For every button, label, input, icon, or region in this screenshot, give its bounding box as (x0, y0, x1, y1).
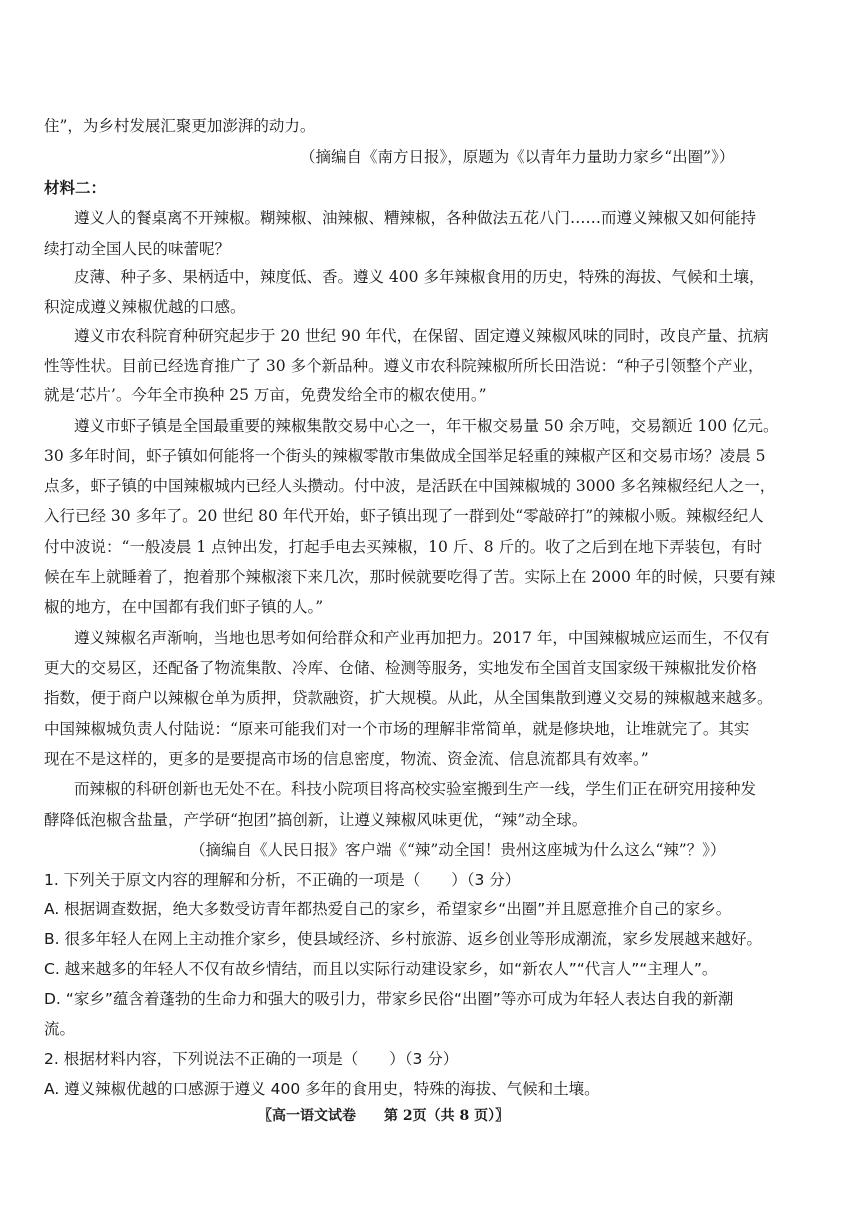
text-line: 30 多年时间，虾子镇如何能将一个街头的辣椒零散市集做成全国举足轻重的辣椒产区和交易市场？凌晨 5 (44, 447, 766, 465)
text-line: 入行已经 30 多年了。20 世纪 80 年代开始，虾子镇出现了一群到处“零敲碎打”的辣椒小贩。辣椒经纪人 (44, 507, 764, 525)
source-citation: （摘编自《人民日报》客户端《“辣”动全国！贵州这座城为什么这么“辣”？》） (190, 841, 726, 859)
option-c: C. 越来越多的年轻人不仅有故乡情结，而且以实际行动建设家乡，如“新农人”“代言人”“主理人”。 (44, 960, 718, 978)
text-line: 酵降低泡椒含盐量，产学研“抱团”搞创新，让遵义辣椒风味更优，“辣”动全球。 (44, 811, 588, 829)
option-d: D. “家乡”蕴含着蓬勃的生命力和强大的吸引力，带家乡民俗“出圈”等亦可成为年轻人表达自我的新潮 (44, 990, 734, 1008)
option-a: A. 根据调查数据，绝大多数受访青年都热爱自己的家乡，希望家乡“出圈”并且愿意推介自己的家乡。 (44, 900, 732, 918)
option-d-continued: 流。 (44, 1020, 76, 1038)
text-line: 遵义人的餐桌离不开辣椒。糊辣椒、油辣椒、糟辣椒，各种做法五花八门……而遵义辣椒又如何能持 (74, 209, 757, 227)
text-line: 住”，为乡村发展汇聚更加澎湃的动力。 (44, 117, 316, 135)
text-line: 椒的地方，在中国都有我们虾子镇的人。” (44, 598, 324, 616)
text-line: 更大的交易区，还配备了物流集散、冷库、仓储、检测等服务，实地发布全国首支国家级干辣椒批发价格 (44, 659, 758, 677)
text-line: 而辣椒的科研创新也无处不在。科技小院项目将高校实验室搬到生产一线，学生们正在研究用接种发 (74, 780, 757, 798)
source-citation: （摘编自《南方日报》，原题为《以青年力量助力家乡“出圈”》） (300, 148, 735, 166)
text-line: 续打动全国人民的味蕾呢？ (44, 240, 231, 258)
option-b: B. 很多年轻人在网上主动推介家乡，使县域经济、乡村旅游、返乡创业等形成潮流，家乡发展越来越好。 (44, 930, 762, 948)
text-line: 指数，便于商户以辣椒仓单为质押，贷款融资，扩大规模。从此，从全国集散到遵义交易的辣椒越来越多。 (44, 689, 773, 707)
text-line: 遵义市农科院育种研究起步于 20 世纪 90 年代，在保留、固定遵义辣椒风味的同时，改良产量、抗病 (74, 327, 769, 345)
question-2: 2. 根据材料内容，下列说法不正确的一项是（ ）（3 分） (44, 1050, 459, 1068)
text-line: 中国辣椒城负责人付陆说：“原来可能我们对一个市场的理解非常简单，就是修块地，让堆就完了。其实 (44, 720, 750, 738)
text-line: 付中波说：“一般凌晨 1 点钟出发，打起手电去买辣椒，10 斤、8 斤的。收了之后到在地下弄装包，有时 (44, 538, 763, 556)
text-line: 遵义辣椒名声渐响，当地也思考如何给群众和产业再加把力。2017 年，中国辣椒城应运而生，不仅有 (74, 629, 770, 647)
text-line: 积淀成遵义辣椒优越的口感。 (44, 298, 246, 316)
text-line: 候在车上就睡着了，抱着那个辣椒滚下来几次，那时候就要吃得了苦。实际上在 2000 年的时候，只要有辣 (44, 568, 776, 586)
section-heading: 材料二： (44, 178, 107, 197)
text-line: 遵义市虾子镇是全国最重要的辣椒集散交易中心之一，年干椒交易量 50 余万吨，交易额近 100 亿元。 (74, 417, 779, 435)
option-a: A. 遵义辣椒优越的口感源于遵义 400 多年的食用史，特殊的海拔、气候和土壤。 (44, 1080, 600, 1098)
page-footer: 〖高一语文试卷 第 2页（共 8 页）〗 (258, 1108, 510, 1124)
text-line: 现在不是这样的，更多的是要提高市场的信息密度，物流、资金流、信息流都具有效率。” (44, 750, 649, 768)
text-line: 点多，虾子镇的中国辣椒城内已经人头攒动。付中波，是活跃在中国辣椒城的 3000 多名辣椒经纪人之一， (44, 477, 776, 495)
question-1: 1. 下列关于原文内容的理解和分析，不正确的一项是（ ）（3 分） (44, 871, 521, 889)
text-line: 皮薄、种子多、果柄适中，辣度低、香。遵义 400 多年辣椒食用的历史，特殊的海拔、气候和土壤， (74, 268, 765, 286)
text-line: 就是‘芯片’。今年全市换种 25 万亩，免费发给全市的椒农使用。” (44, 386, 487, 404)
text-line: 性等性状。目前已经选育推广了 30 多个新品种。遵义市农科院辣椒所所长田浩说：“种子引领整个产业， (44, 357, 764, 375)
